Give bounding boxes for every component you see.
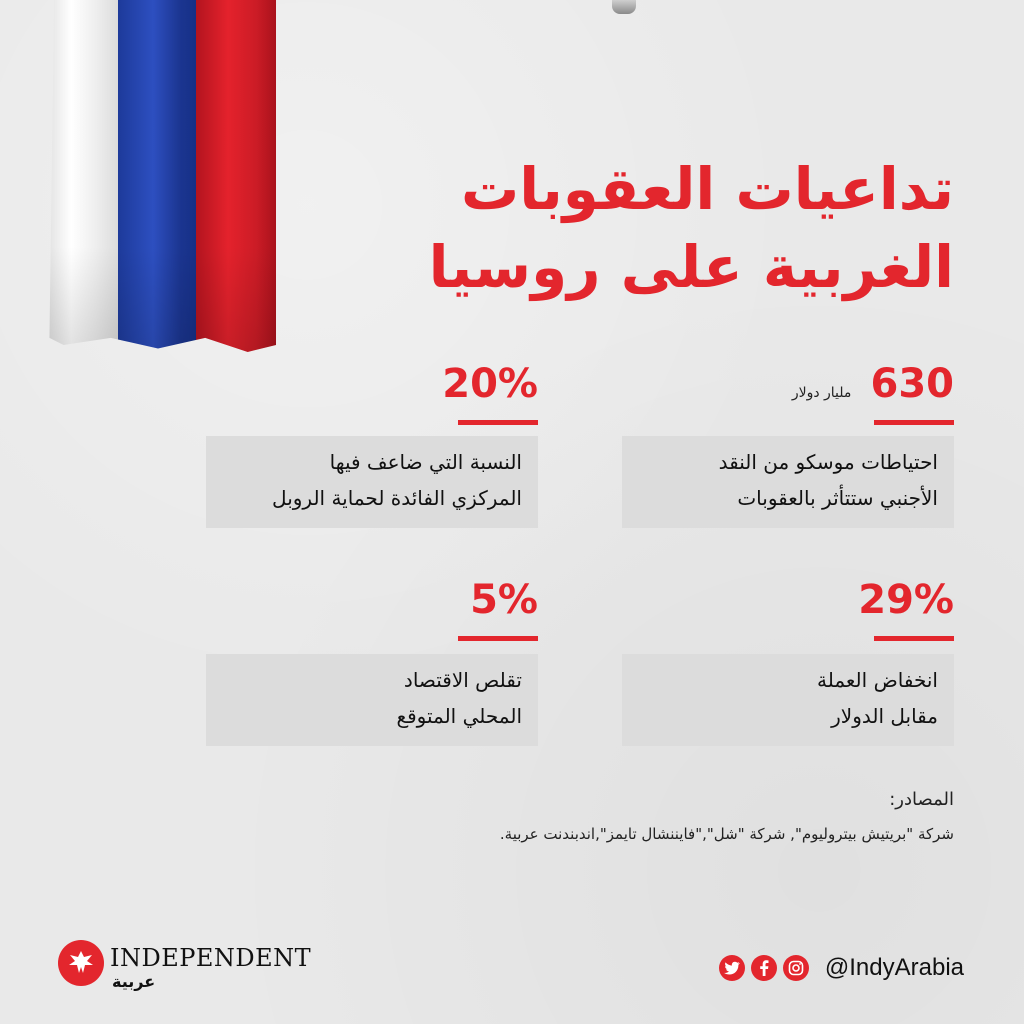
brand-wordmark: INDEPENDENT <box>110 944 312 972</box>
stat-description-line-1: النسبة التي ضاعف فيها <box>329 450 522 474</box>
stat-description-line-2: الأجنبي ستتأثر بالعقوبات <box>737 486 938 510</box>
page-title <box>334 150 954 306</box>
title-line-1: تداعيات العقوبات <box>460 155 954 223</box>
brand-arabic: عربية <box>112 972 156 991</box>
stat-description-line-2: المحلي المتوقع <box>396 704 522 728</box>
stat-description-box <box>622 654 954 746</box>
accent-line <box>458 636 538 641</box>
stat-value: 630 <box>870 361 954 407</box>
stat-value: 29% <box>858 577 954 623</box>
social-bar <box>719 950 964 986</box>
stat-economy-shrink <box>198 578 538 641</box>
title-line-2: الغربية على روسيا <box>428 233 954 301</box>
stat-description-box <box>622 436 954 528</box>
eagle-icon <box>58 940 104 986</box>
facebook-icon[interactable] <box>751 955 777 981</box>
twitter-icon[interactable] <box>719 955 745 981</box>
stat-description-line-1: احتياطات موسكو من النقد <box>718 450 938 474</box>
stat-interest-rate <box>198 362 538 425</box>
stat-description-line-1: تقلص الاقتصاد <box>403 668 522 692</box>
russian-flag-image <box>40 0 276 352</box>
stat-reserves <box>614 362 954 425</box>
stat-value: 5% <box>470 577 538 623</box>
sources-label: المصادر: <box>889 789 954 810</box>
stat-description-line-2: المركزي الفائدة لحماية الروبل <box>272 486 522 510</box>
stat-description-line-2: مقابل الدولار <box>831 704 938 728</box>
sources <box>334 786 954 848</box>
accent-line <box>874 420 954 425</box>
instagram-icon[interactable] <box>783 955 809 981</box>
social-handle[interactable]: @IndyArabia <box>824 954 964 981</box>
stat-description-box <box>206 436 538 528</box>
stat-currency-drop <box>614 578 954 641</box>
accent-line <box>458 420 538 425</box>
stat-unit: مليار دولار <box>791 384 852 401</box>
stat-description-line-1: انخفاض العملة <box>817 668 938 692</box>
sources-text: شركة "بريتيش بيتروليوم", شركة "شل","فايننشال تايمز",اندبندنت عربية. <box>499 825 954 843</box>
independent-arabia-logo[interactable] <box>58 938 318 998</box>
flag-pole-tip <box>612 0 636 14</box>
stat-description-box <box>206 654 538 746</box>
accent-line <box>874 636 954 641</box>
stat-value: 20% <box>442 361 538 407</box>
